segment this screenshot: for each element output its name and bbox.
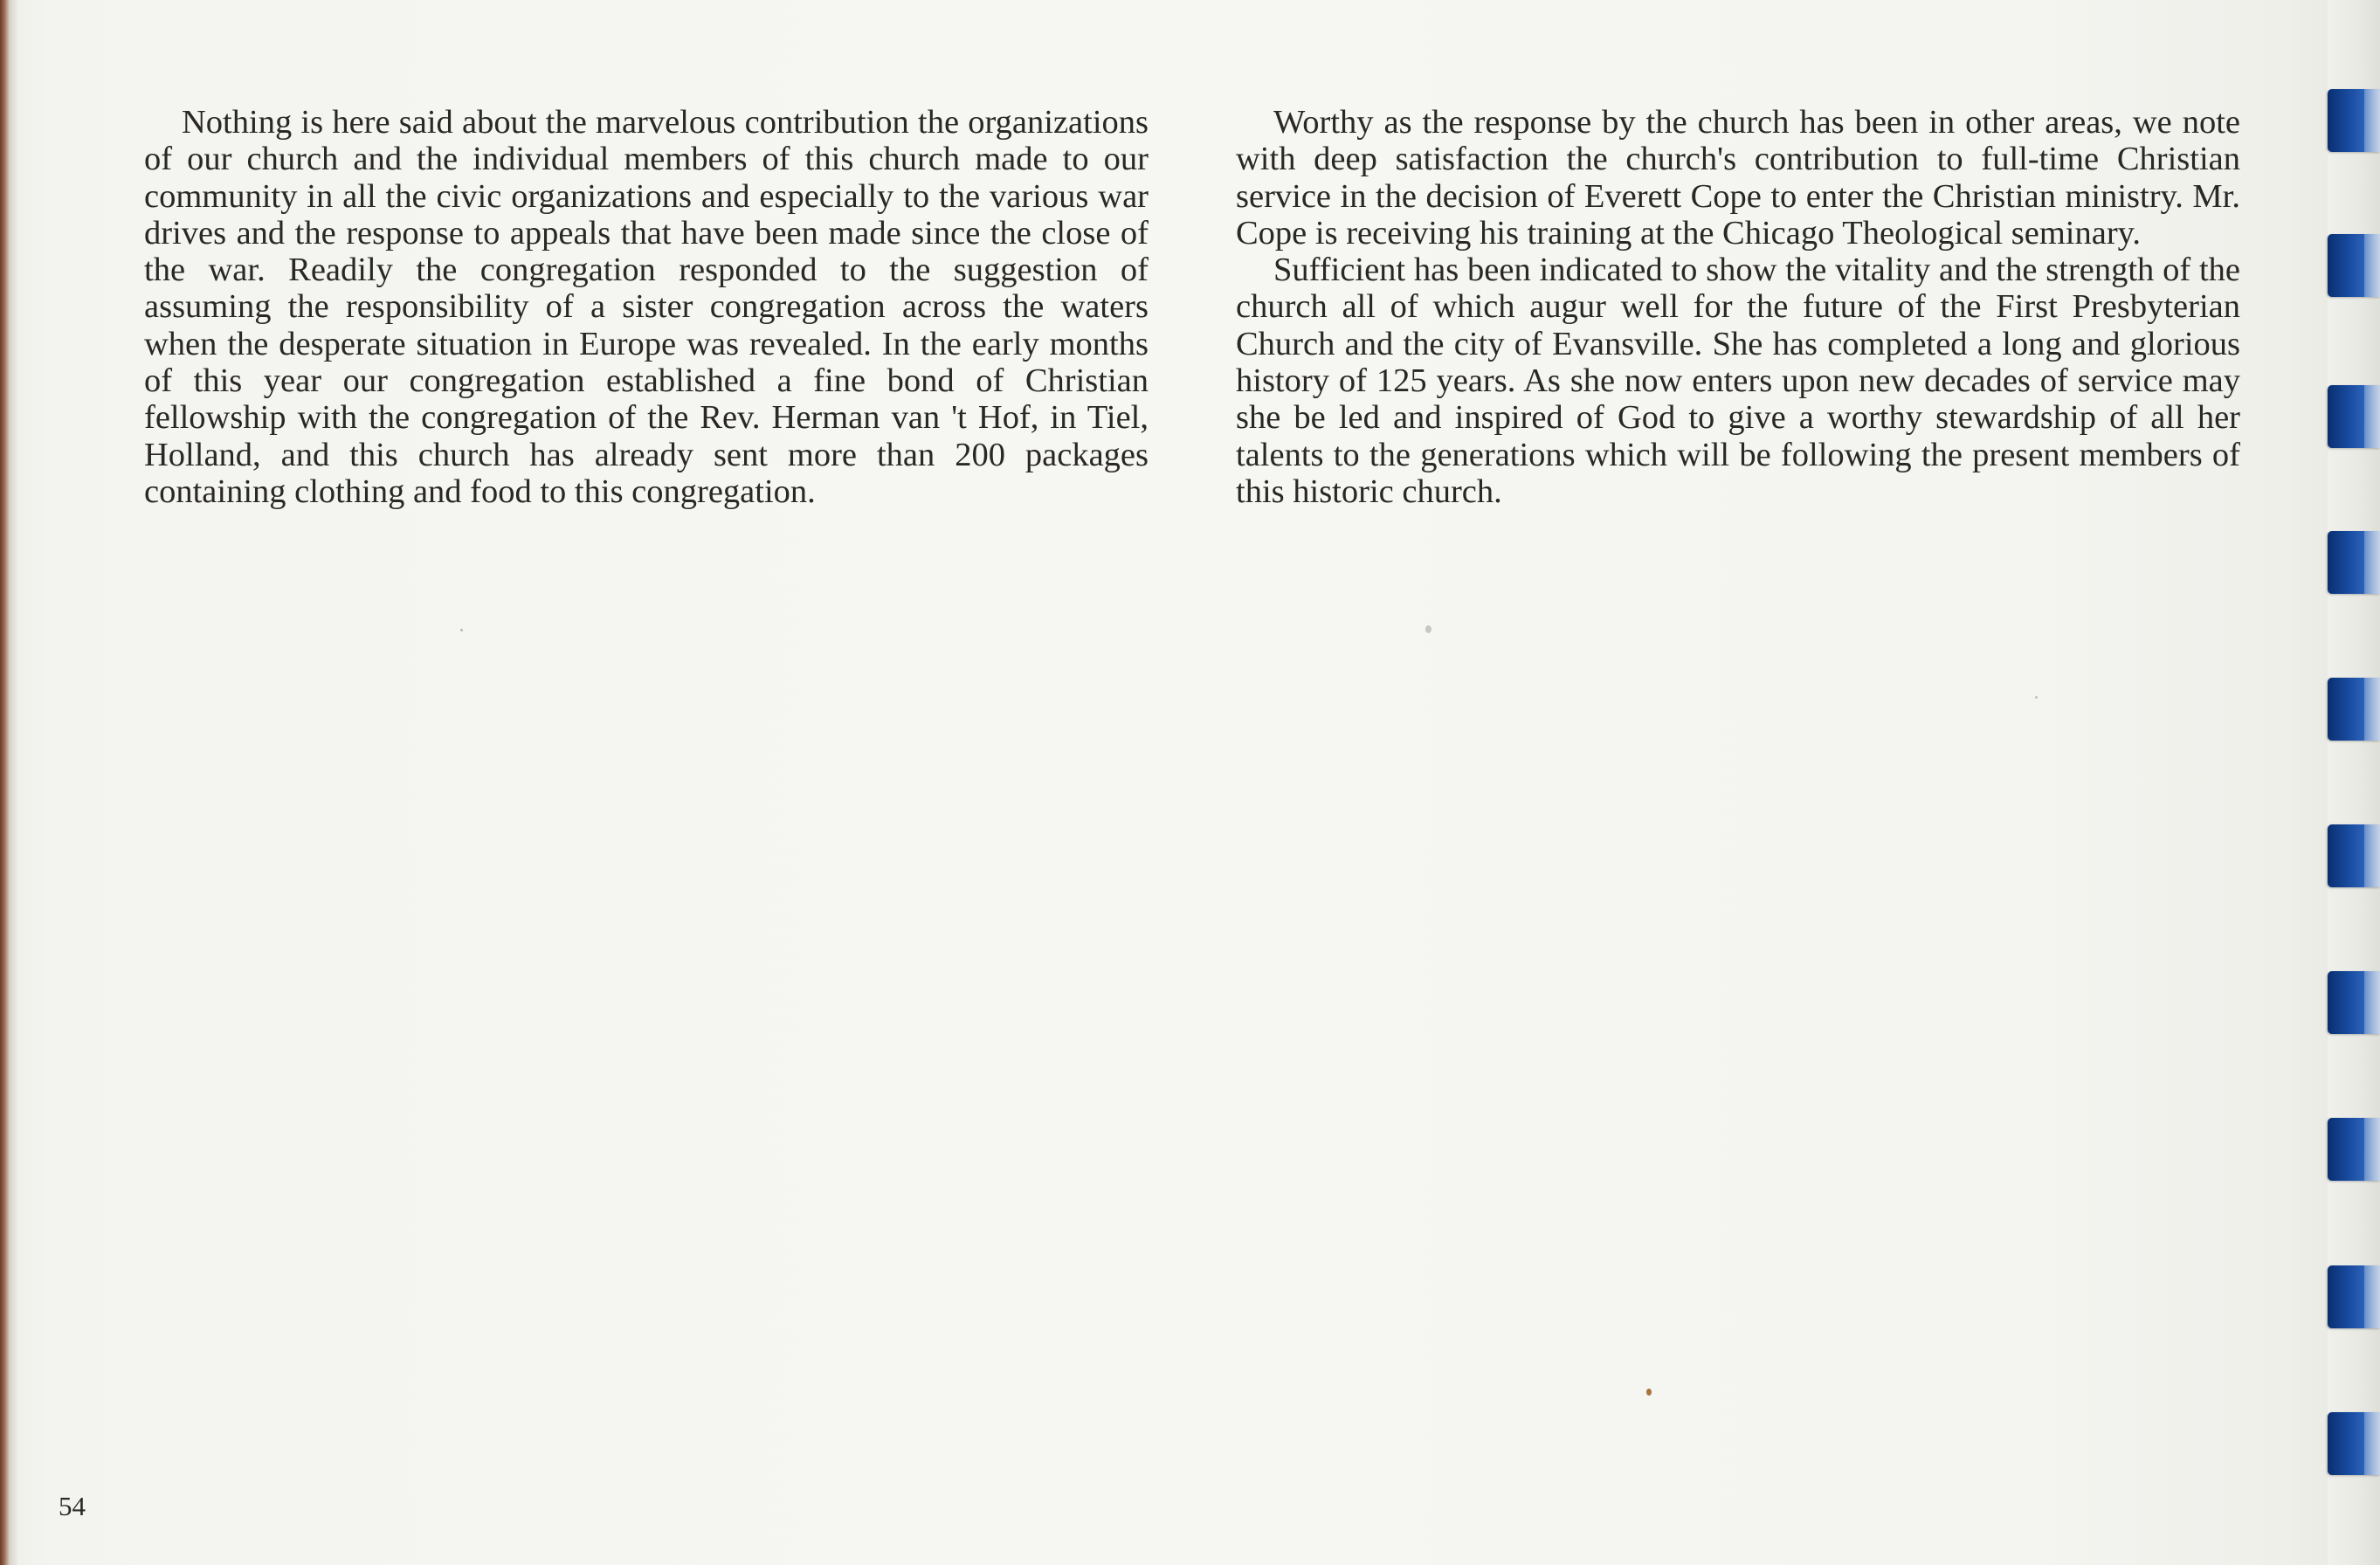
binding-coil (2328, 385, 2380, 448)
right-paragraph-1: Worthy as the response by the church has been in other areas, we note with deep satisfaction the church's contribution to full-time Christian service in the decision of Everett Cope to enter the Christian ministry. Mr. Cope is receiving his training at the Chicago Theological seminary. (1236, 104, 2240, 252)
binding-coil (2328, 824, 2380, 887)
page-left-edge (0, 0, 17, 1565)
binding-coil (2328, 971, 2380, 1034)
left-paragraph-1: Nothing is here said about the marvelous contribution the organizations of our church and the individual members of this church made to our community in all the civic organizations and especially to the various war drives and the response to appeals that have been made since the close of the war. Readily the congregation responded to the suggestion of assuming the responsibility of a sister congregation across the waters when the desperate situation in Europe was revealed. In the early months of this year our congregation established a fine bond of Christian fellowship with the congregation of the Rev. Herman van 't Hof, in Tiel, Holland, and this church has already sent more than 200 packages containing clothing and food to this congregation. (144, 104, 1149, 510)
paper-speck (2035, 696, 2038, 699)
paper-speck (1646, 1389, 1652, 1396)
page-number: 54 (59, 1491, 86, 1521)
paper-speck (1425, 625, 1431, 633)
binding-coil (2328, 678, 2380, 741)
left-text-column (144, 104, 1149, 510)
binding-coil (2328, 531, 2380, 594)
right-paragraph-2: Sufficient has been indicated to show the vitality and the strength of the church all of which augur well for the future of the First Presbyterian Church and the city of Evansville. She has completed a long and glorious history of 125 years. As she now enters upon new decades of service may she be led and inspired of God to give a worthy stewardship of all her talents to the generations which will be following the present members of this historic church. (1236, 252, 2240, 510)
paper-speck (460, 629, 463, 631)
binding-coil (2328, 89, 2380, 152)
binding-coil (2328, 1412, 2380, 1475)
binding-coil (2328, 234, 2380, 297)
binding-coil (2328, 1265, 2380, 1328)
binding-coil (2328, 1118, 2380, 1181)
right-text-column (1236, 104, 2240, 510)
